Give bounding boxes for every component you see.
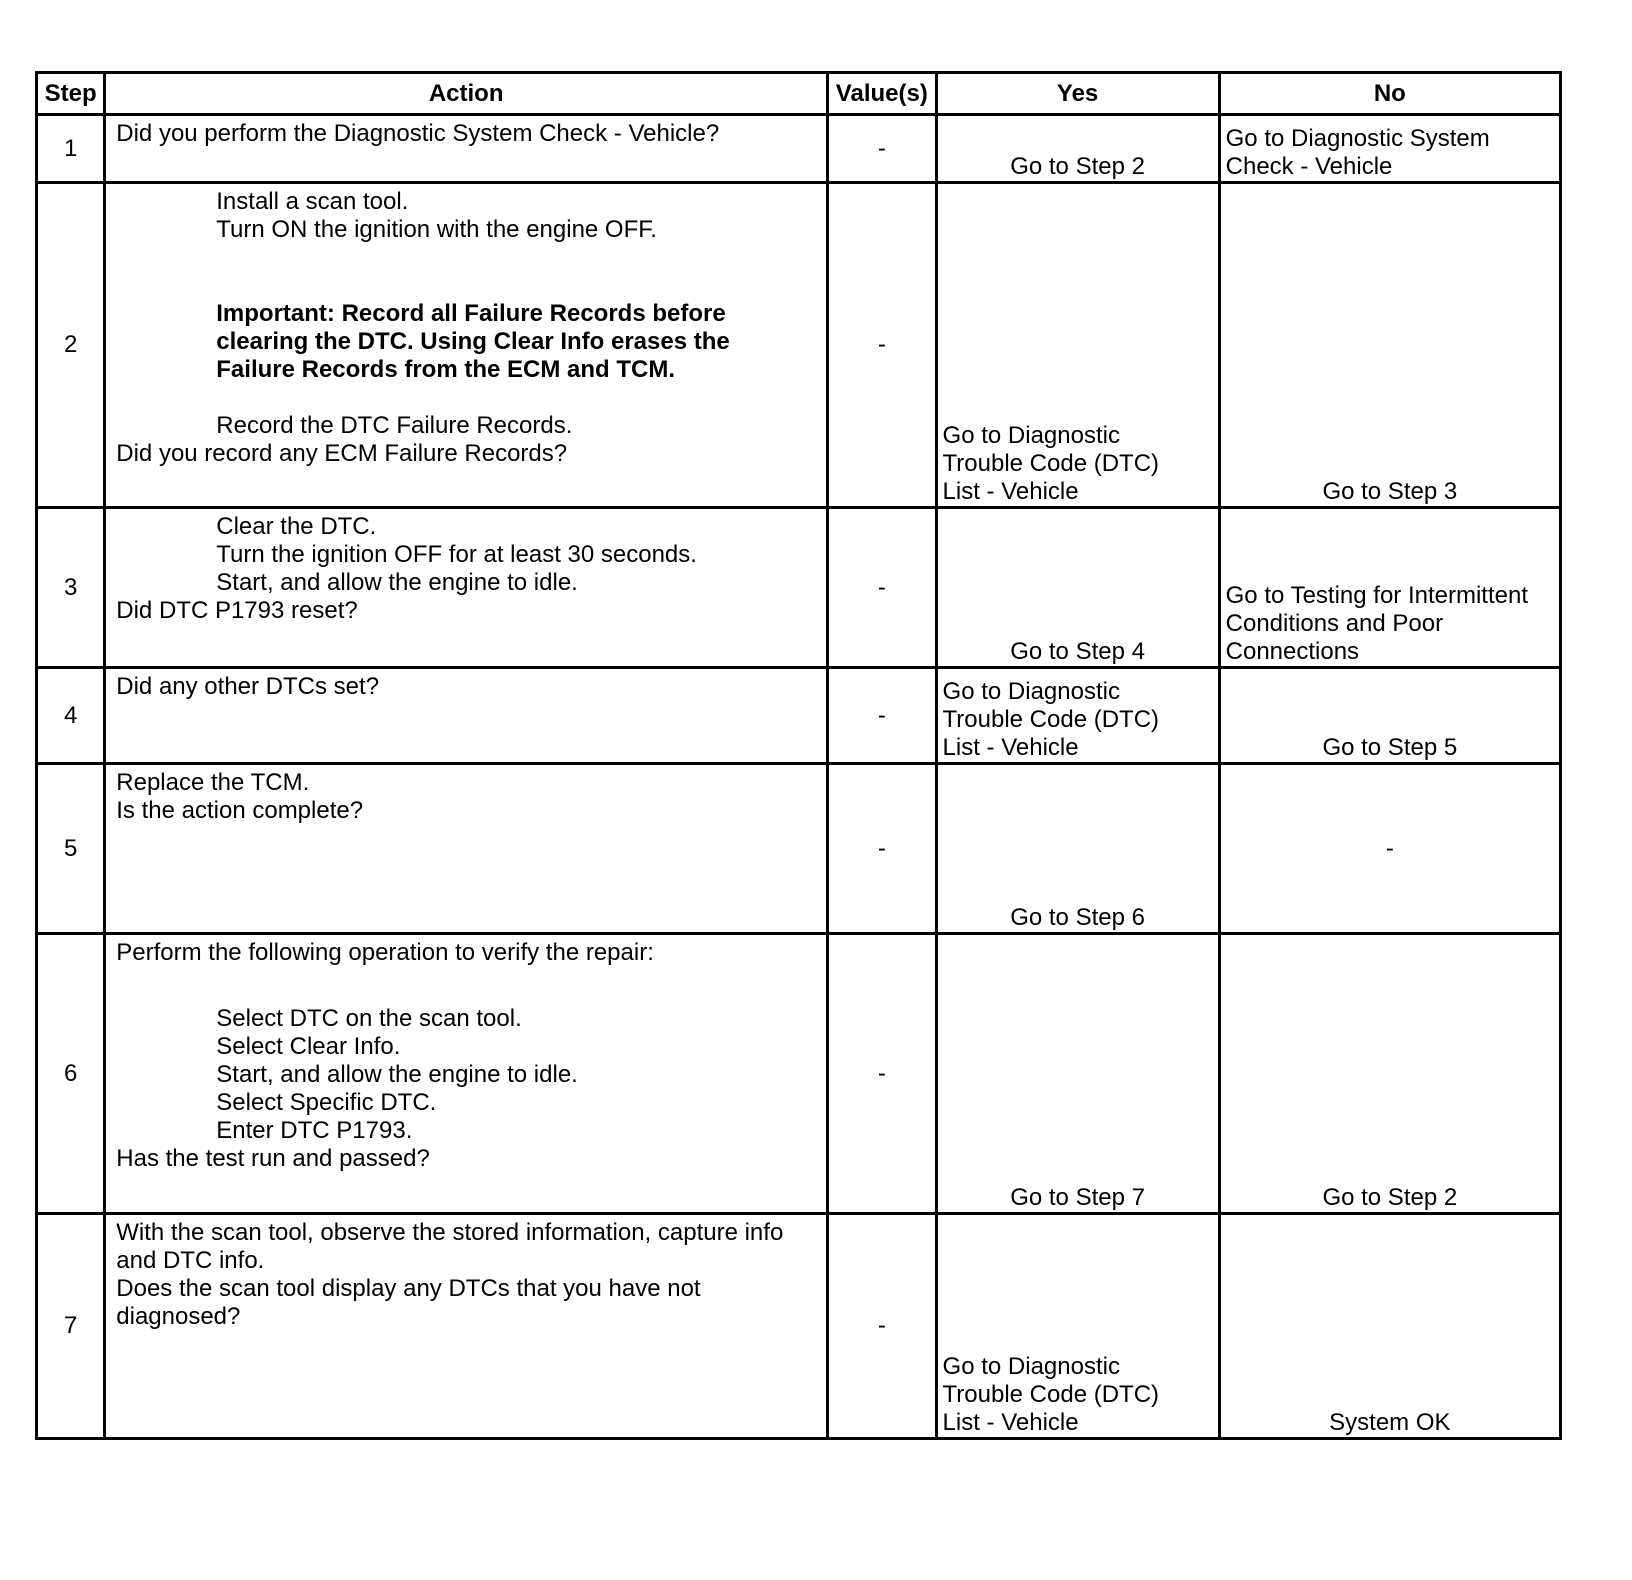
diagnostic-table [35, 71, 1562, 1440]
table-row-6 [37, 934, 1561, 1214]
step-number: 2 [37, 183, 105, 508]
yes-cell: Go to Step 7 [936, 934, 1219, 1214]
values-cell: - [828, 668, 936, 764]
important-note: Important: Record all Failure Records before clearing the DTC. Using Clear Info erases the Failure Records from the ECM and TCM. [216, 300, 730, 383]
table-row-2 [37, 183, 1561, 508]
step-number: 7 [37, 1214, 105, 1439]
values-cell: - [828, 764, 936, 934]
table-row-5 [37, 764, 1561, 934]
table-row-7 [37, 1214, 1561, 1439]
no-cell: Go to Step 3 [1219, 183, 1560, 508]
table-row-1 [37, 115, 1561, 183]
action-text: Perform the following operation to verify the repair: [116, 939, 654, 966]
no-cell: Go to Step 5 [1219, 668, 1560, 764]
header-values: Value(s) [828, 73, 936, 115]
no-cell: System OK [1219, 1214, 1560, 1439]
yes-cell: Go to Diagnostic Trouble Code (DTC) List - Vehicle [936, 668, 1219, 764]
action-step: Enter DTC P1793. [216, 1117, 413, 1144]
action-step: Clear the DTC. [216, 513, 377, 540]
action-question: Is the action complete? [116, 797, 364, 824]
values-cell: - [828, 183, 936, 508]
action-cell [105, 668, 828, 764]
no-cell: Go to Diagnostic System Check - Vehicle [1219, 115, 1560, 183]
no-cell: Go to Step 2 [1219, 934, 1560, 1214]
action-step: Turn ON the ignition with the engine OFF. [216, 216, 657, 243]
table-row-3 [37, 508, 1561, 668]
values-cell: - [828, 115, 936, 183]
action-question: Does the scan tool display any DTCs that you have not diagnosed? [116, 1275, 701, 1330]
yes-cell: Go to Step 2 [936, 115, 1219, 183]
yes-cell: Go to Diagnostic Trouble Code (DTC) List - Vehicle [936, 1214, 1219, 1439]
action-question: Did you record any ECM Failure Records? [116, 440, 568, 467]
values-cell: - [828, 1214, 936, 1439]
table-row-4 [37, 668, 1561, 764]
action-step: Select Clear Info. [216, 1033, 401, 1060]
action-text: With the scan tool, observe the stored information, capture info and DTC info. [116, 1219, 784, 1274]
action-question: Did DTC P1793 reset? [116, 597, 358, 624]
no-cell: Go to Testing for Intermittent Conditions and Poor Connections [1219, 508, 1560, 668]
step-number: 3 [37, 508, 105, 668]
action-question: Has the test run and passed? [116, 1145, 430, 1172]
action-cell [105, 1214, 828, 1439]
action-step: Select DTC on the scan tool. [216, 1005, 522, 1032]
action-text: Did you perform the Diagnostic System Check - Vehicle? [116, 120, 720, 147]
step-number: 5 [37, 764, 105, 934]
action-text: Did any other DTCs set? [116, 673, 380, 700]
yes-cell: Go to Diagnostic Trouble Code (DTC) List - Vehicle [936, 183, 1219, 508]
action-step: Install a scan tool. [216, 188, 409, 215]
step-number: 6 [37, 934, 105, 1214]
action-step: Select Specific DTC. [216, 1089, 437, 1116]
values-cell: - [828, 508, 936, 668]
action-step: Start, and allow the engine to idle. [216, 569, 578, 596]
action-cell [105, 934, 828, 1214]
header-yes: Yes [936, 73, 1219, 115]
header-row [37, 73, 1561, 115]
step-number: 4 [37, 668, 105, 764]
action-cell [105, 183, 828, 508]
action-cell [105, 764, 828, 934]
yes-cell: Go to Step 4 [936, 508, 1219, 668]
step-number: 1 [37, 115, 105, 183]
action-step: Start, and allow the engine to idle. [216, 1061, 578, 1088]
values-cell: - [828, 934, 936, 1214]
header-no: No [1219, 73, 1560, 115]
no-cell: - [1219, 764, 1560, 934]
header-step: Step [37, 73, 105, 115]
action-step: Record the DTC Failure Records. [216, 412, 573, 439]
action-step: Turn the ignition OFF for at least 30 seconds. [216, 541, 697, 568]
action-cell [105, 508, 828, 668]
action-cell [105, 115, 828, 183]
yes-cell: Go to Step 6 [936, 764, 1219, 934]
header-action: Action [105, 73, 828, 115]
action-text: Replace the TCM. [116, 769, 310, 796]
